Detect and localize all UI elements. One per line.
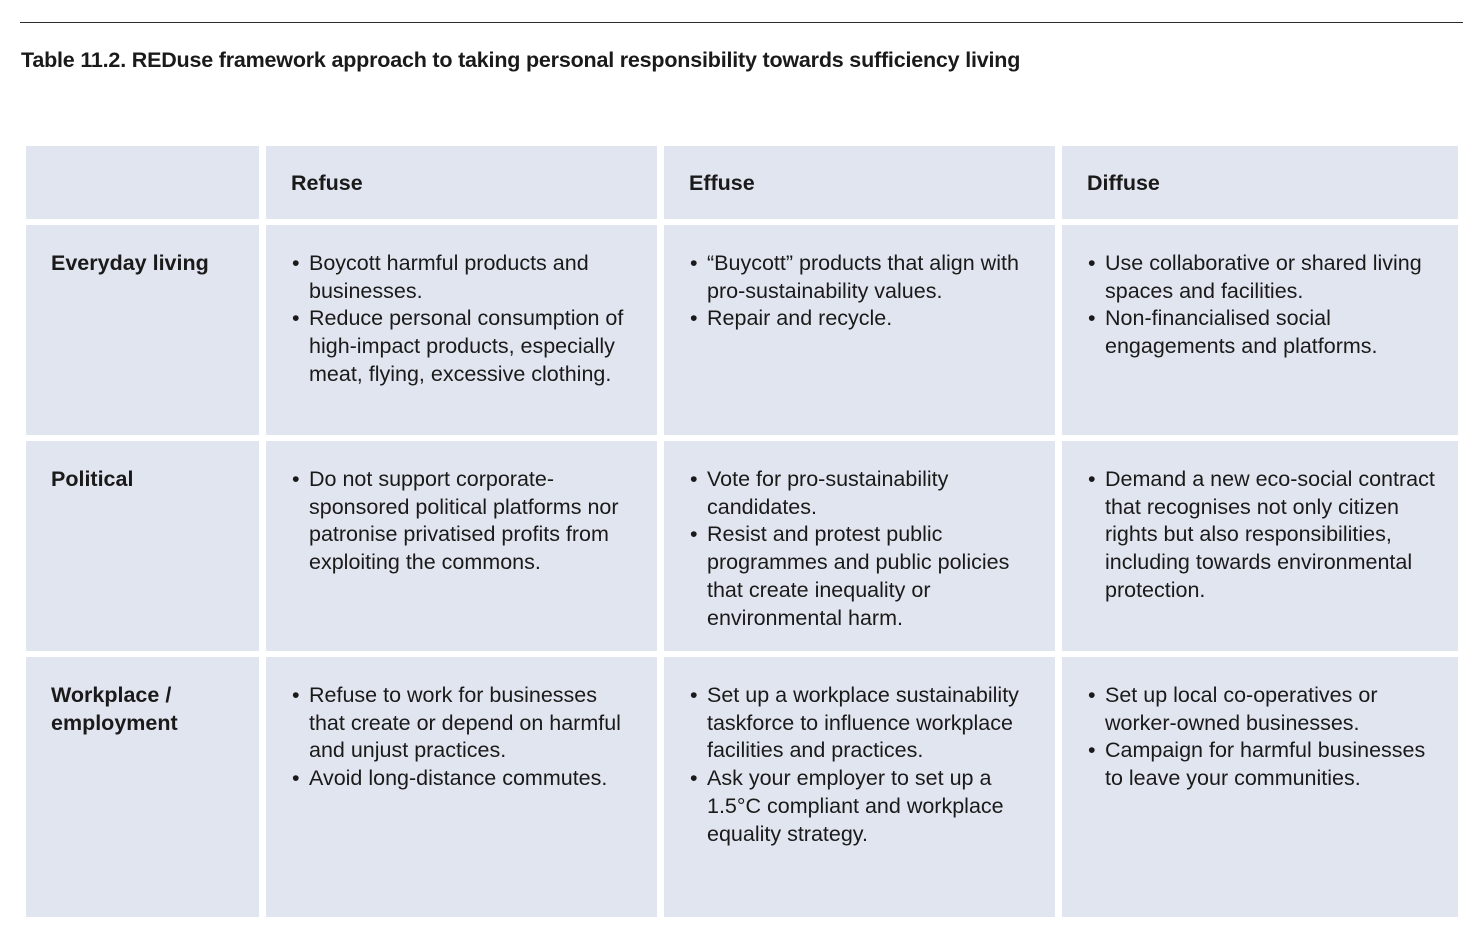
list-item: • Non-financialised social engagements and platforms. [1087,305,1438,360]
list-item: • “Buycott” products that align with pro-sustainability values. [689,250,1035,305]
table-caption: Table 11.2. REDuse framework approach to taking personal responsibility towards sufficiency living [21,48,1021,72]
bullet-list [689,250,1035,333]
list-item: • Demand a new eco-social contract that recognises not only citizen rights but also responsibilities, including towards environmental protection. [1087,466,1438,605]
header-corner-cell [26,146,259,219]
list-item: • Refuse to work for businesses that create or depend on harmful and unjust practices. [291,682,637,765]
reduse-table [26,146,1457,917]
cell-workplace-effuse [664,657,1055,917]
list-item: • Set up a workplace sustainability taskforce to influence workplace facilities and practices. [689,682,1035,765]
cell-political-diffuse [1062,441,1458,651]
cell-everyday-effuse [664,225,1055,435]
cell-political-effuse [664,441,1055,651]
row-label-political: Political [26,441,259,651]
list-item: • Use collaborative or shared living spaces and facilities. [1087,250,1438,305]
row-label-everyday-living: Everyday living [26,225,259,435]
cell-workplace-refuse [266,657,657,917]
list-item: • Ask your employer to set up a 1.5°C compliant and workplace equality strategy. [689,765,1035,848]
bullet-list [291,250,637,389]
cell-everyday-refuse [266,225,657,435]
row-label-workplace-employment: Workplace / employment [26,657,259,917]
bullet-list [291,682,637,793]
bullet-list [1087,682,1438,793]
bullet-list [1087,250,1438,361]
list-item: • Vote for pro-sustainability candidates. [689,466,1035,521]
cell-workplace-diffuse [1062,657,1458,917]
bullet-list [689,682,1035,848]
top-rule [20,22,1463,23]
list-item: • Repair and recycle. [689,305,1035,333]
bullet-list [291,466,637,577]
list-item: • Do not support corporate-sponsored political platforms nor patronise privatised profits from exploiting the commons. [291,466,637,577]
header-refuse: Refuse [266,146,657,219]
list-item: • Set up local co-operatives or worker-owned businesses. [1087,682,1438,737]
cell-political-refuse [266,441,657,651]
list-item: • Avoid long-distance commutes. [291,765,637,793]
list-item: • Campaign for harmful businesses to leave your communities. [1087,737,1438,792]
list-item: • Reduce personal consumption of high-impact products, especially meat, flying, excessive clothing. [291,305,637,388]
list-item: • Resist and protest public programmes and public policies that create inequality or environmental harm. [689,521,1035,632]
header-effuse: Effuse [664,146,1055,219]
list-item: • Boycott harmful products and businesses. [291,250,637,305]
bullet-list [689,466,1035,632]
bullet-list [1087,466,1438,605]
header-diffuse: Diffuse [1062,146,1458,219]
cell-everyday-diffuse [1062,225,1458,435]
